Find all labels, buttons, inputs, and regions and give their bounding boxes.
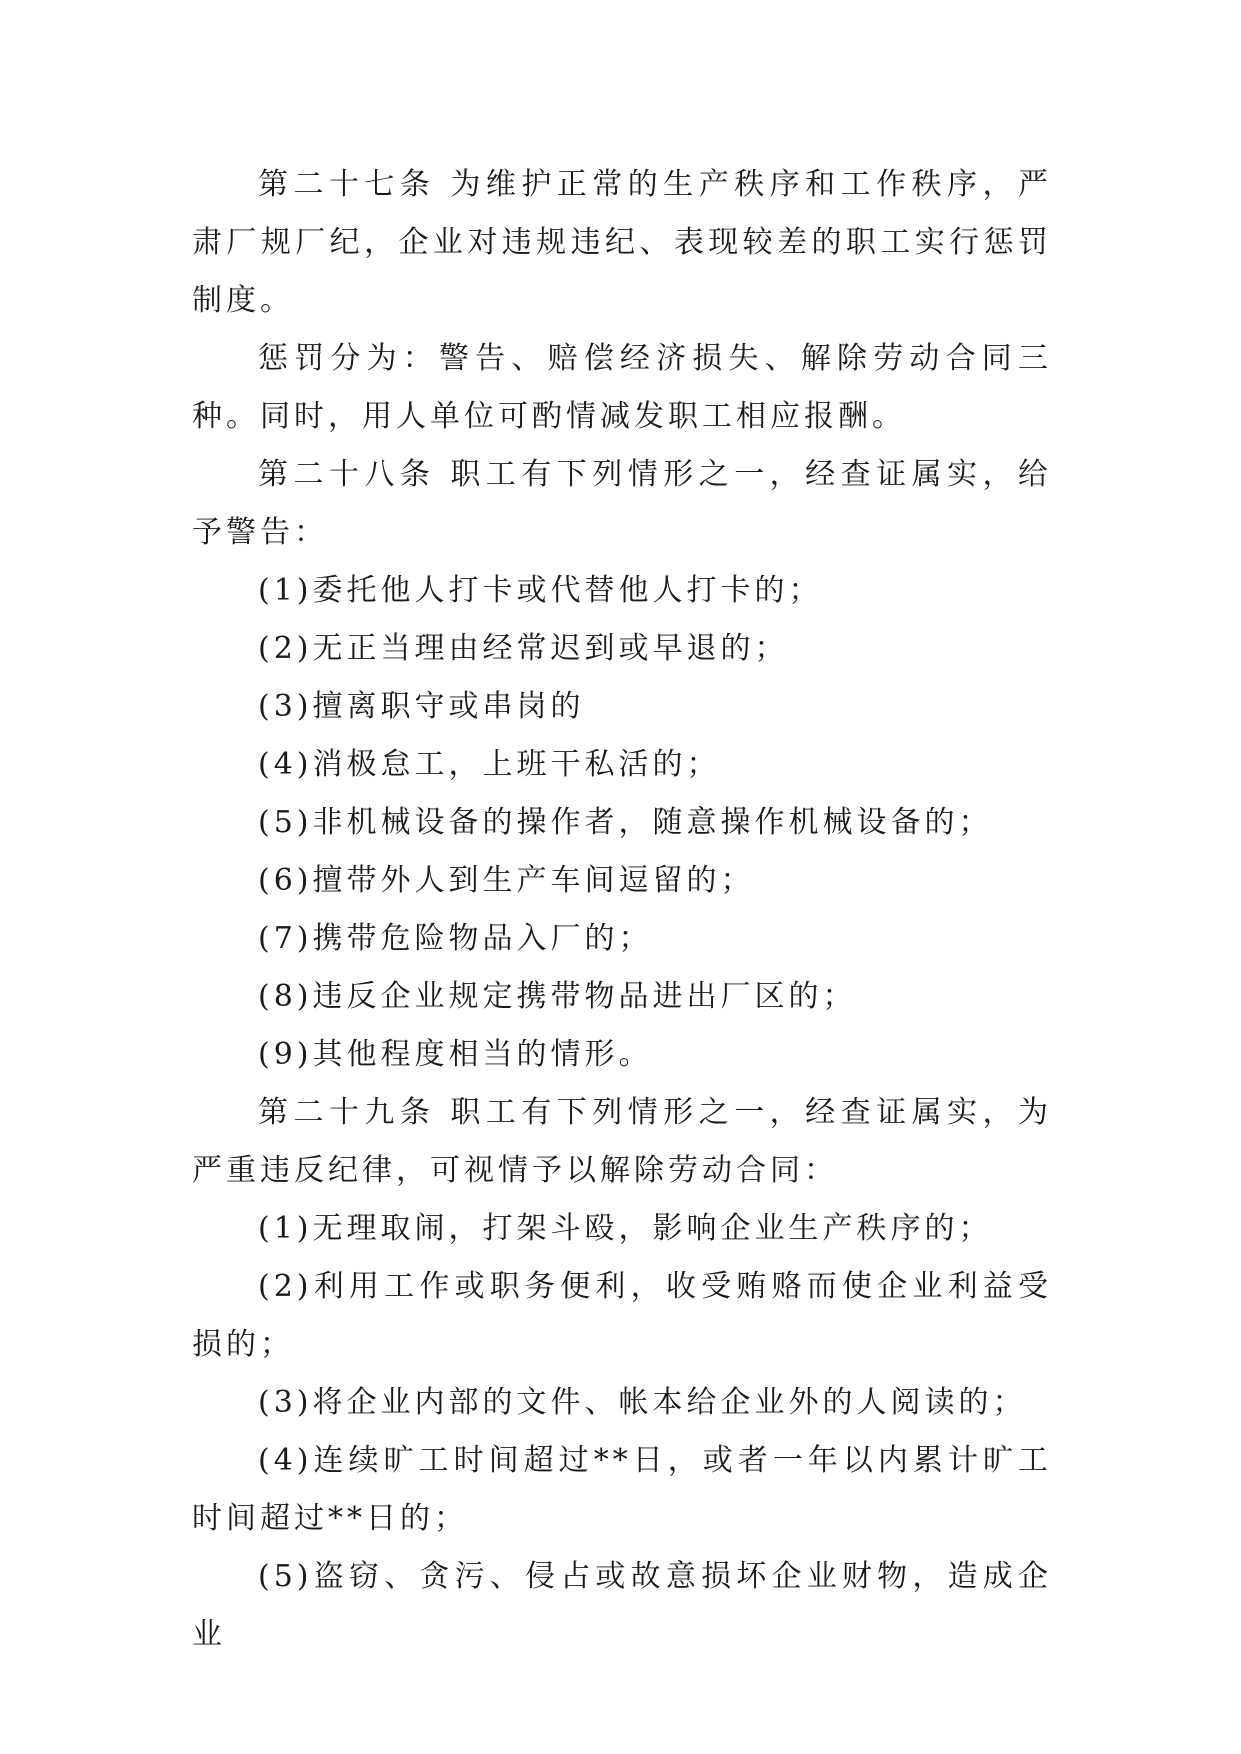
article-28-item-8: (8)违反企业规定携带物品进出厂区的； xyxy=(258,979,857,1014)
article-29-item-2: (2)利用工作或职务便利，收受贿赂而使企业利益受损的； xyxy=(192,1269,1052,1362)
article-28-paragraph: 第二十八条 职工有下列情形之一，经查证属实，给予警告： xyxy=(192,457,1052,550)
article-28-item-7: (7)携带危险物品入厂的； xyxy=(258,921,653,956)
article-29-item-1: (1)无理取闹，打架斗殴，影响企业生产秩序的； xyxy=(258,1211,993,1246)
article-28-item-1: (1)委托他人打卡或代替他人打卡的； xyxy=(258,573,823,608)
article-28-item-4: (4)消极怠工，上班干私活的； xyxy=(258,747,721,782)
article-29-item-5: (5)盗窃、贪污、侵占或故意损坏企业财物，造成企业 xyxy=(192,1559,1052,1652)
article-28-item-3: (3)擅离职守或串岗的 xyxy=(258,689,585,724)
article-27-paragraph: 第二十七条 为维护正常的生产秩序和工作秩序，严肃厂规厂纪，企业对违规违纪、表现较差的职工实行惩罚制度。 xyxy=(192,167,1052,318)
document-body xyxy=(192,156,1052,1664)
article-28-item-5: (5)非机械设备的操作者，随意操作机械设备的； xyxy=(258,805,993,840)
penalty-types-paragraph: 惩罚分为：警告、赔偿经济损失、解除劳动合同三种。同时，用人单位可酌情减发职工相应报酬。 xyxy=(192,341,1052,434)
article-29-item-3: (3)将企业内部的文件、帐本给企业外的人阅读的； xyxy=(258,1385,1027,1420)
article-28-item-9: (9)其他程度相当的情形。 xyxy=(258,1037,653,1072)
article-29-paragraph: 第二十九条 职工有下列情形之一，经查证属实，为严重违反纪律，可视情予以解除劳动合同： xyxy=(192,1095,1052,1188)
article-29-item-4: (4)连续旷工时间超过**日，或者一年以内累计旷工时间超过**日的； xyxy=(192,1443,1052,1536)
article-28-item-6: (6)擅带外人到生产车间逗留的； xyxy=(258,863,755,898)
article-28-item-2: (2)无正当理由经常迟到或早退的； xyxy=(258,631,789,666)
